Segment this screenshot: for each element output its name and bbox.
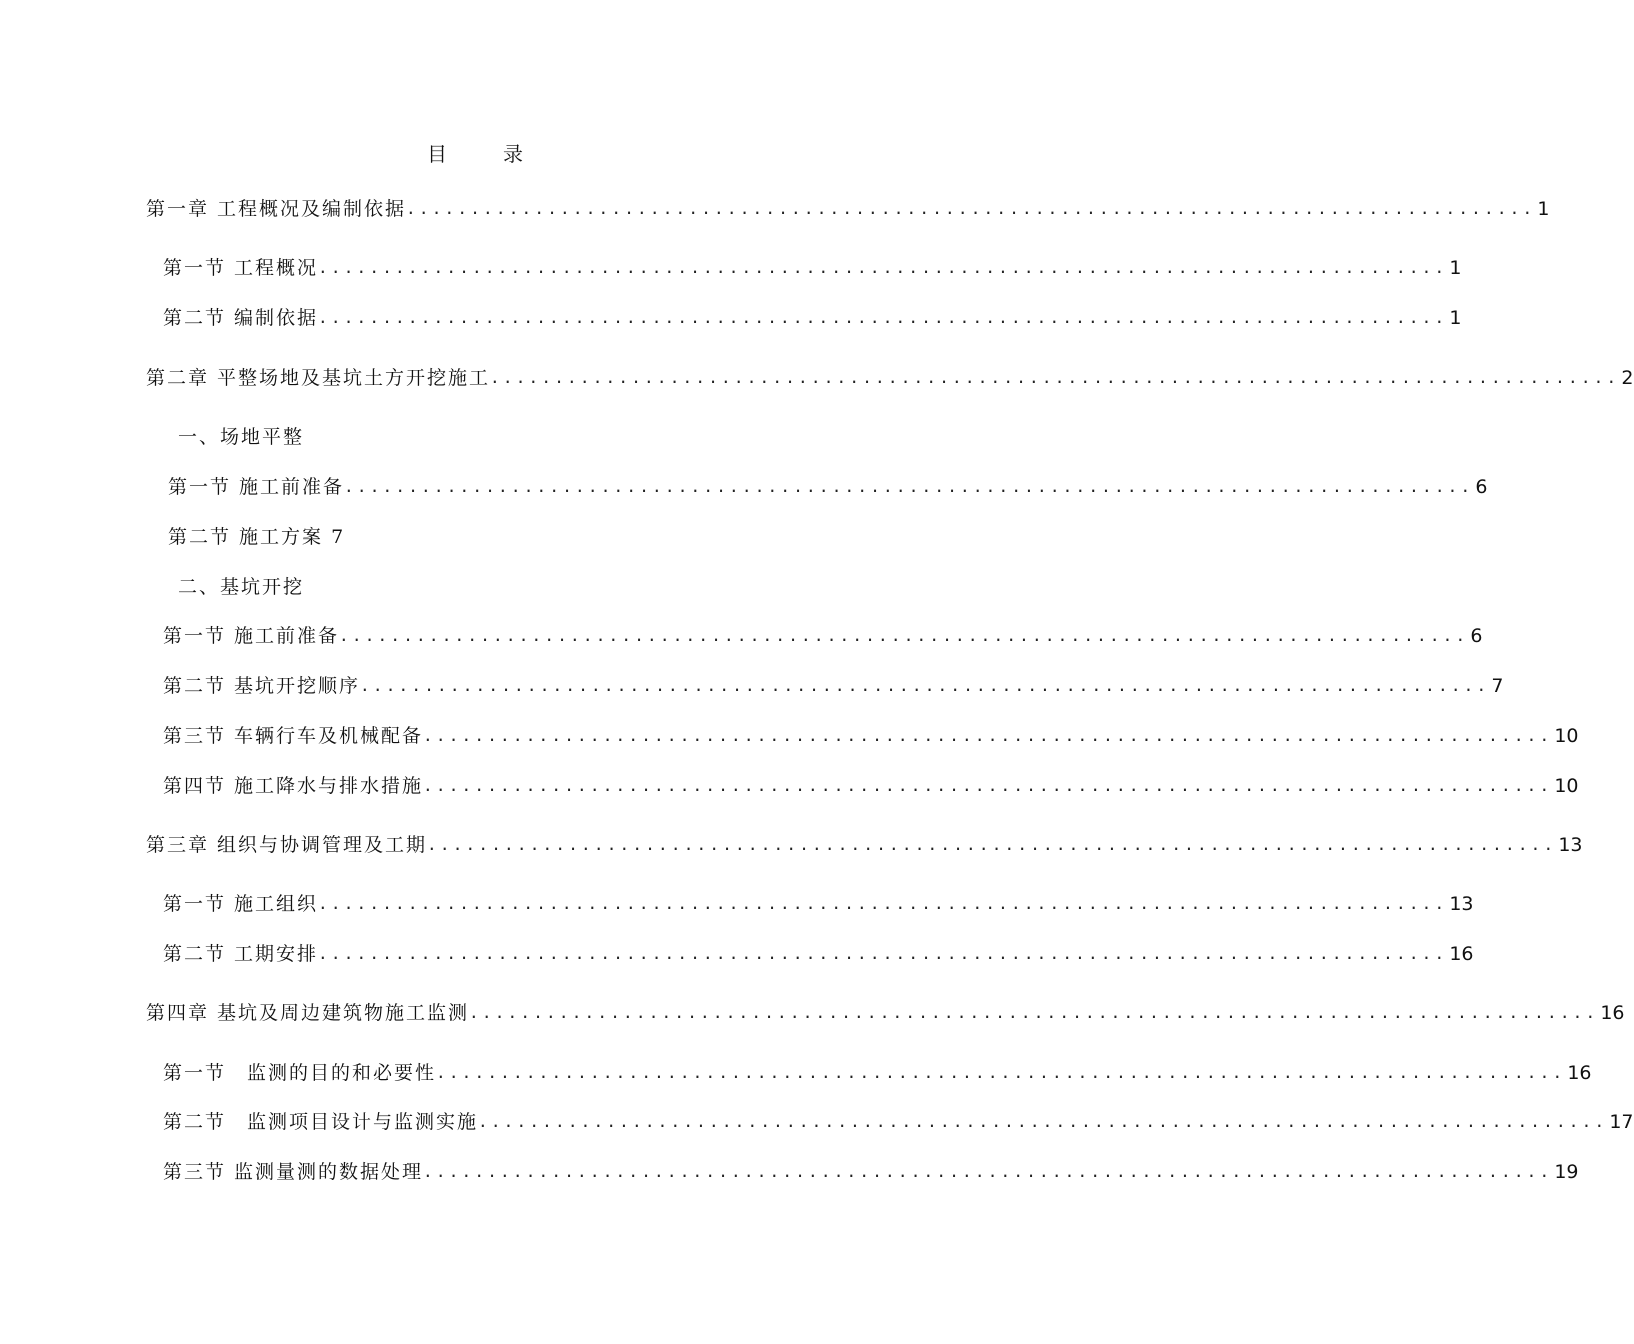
toc-entry-label: 第二章 平整场地及基坑土方开挖施工 xyxy=(146,367,491,389)
toc-entry-label: 第三节 监测量测的数据处理 xyxy=(163,1161,424,1183)
toc-entry-label: 第三章 组织与协调管理及工期 xyxy=(146,834,428,856)
leader-dots: ........................................................................................ xyxy=(427,835,1557,854)
toc-entry-page: 19 xyxy=(1554,1161,1579,1183)
toc-entry-page: 10 xyxy=(1554,725,1579,747)
toc-entry-label: 第四章 基坑及周边建筑物施工监测 xyxy=(146,1002,470,1024)
toc-entry-label: 第二节 基坑开挖顺序 xyxy=(163,675,361,697)
toc-entry-section[interactable] xyxy=(163,771,1579,801)
toc-entry-label: 第四节 施工降水与排水措施 xyxy=(163,775,424,797)
leader-dots: ........................................................................................ xyxy=(423,776,1553,795)
toc-entry-label: 第二节 工期安排 xyxy=(163,943,319,965)
page-title: 目 录 xyxy=(427,142,541,166)
toc-entry-label: 第一节 工程概况 xyxy=(163,257,319,279)
toc-entry-page: 6 xyxy=(1470,625,1483,647)
toc-entry-label: 二、基坑开挖 xyxy=(178,576,305,598)
toc-entry-page: 16 xyxy=(1600,1002,1625,1024)
toc-entry-label: 第一节 施工前准备 xyxy=(163,625,340,647)
leader-dots: ........................................................................................ xyxy=(318,894,1448,913)
toc-entry-label: 一、场地平整 xyxy=(178,426,305,448)
toc-entry-label: 第一节 监测的目的和必要性 xyxy=(163,1062,437,1084)
toc-entry-page: 1 xyxy=(1537,198,1550,220)
toc-entry-section[interactable] xyxy=(168,472,1488,502)
toc-entry-page: 10 xyxy=(1554,775,1579,797)
toc-entry-label: 第二节 施工方案 7 xyxy=(168,526,346,548)
toc-entry-page: 16 xyxy=(1449,943,1474,965)
toc-entry-page: 2 xyxy=(1621,367,1634,389)
leader-dots: ........................................................................................ xyxy=(406,199,1536,218)
leader-dots: ........................................................................................ xyxy=(318,308,1448,327)
toc-entry-section[interactable] xyxy=(163,671,1504,701)
toc-entry-section[interactable] xyxy=(163,721,1579,751)
toc-entry-label: 第二节 监测项目设计与监测实施 xyxy=(163,1111,479,1133)
leader-dots: ........................................................................................ xyxy=(344,477,1474,496)
leader-dots: ........................................................................................ xyxy=(318,944,1448,963)
toc-entry-page: 7 xyxy=(1491,675,1504,697)
toc-entry-label: 第三节 车辆行车及机械配备 xyxy=(163,725,424,747)
toc-entry-section[interactable] xyxy=(163,621,1483,651)
toc-entry-chapter-1[interactable] xyxy=(146,194,1550,224)
toc-entry-page: 16 xyxy=(1567,1062,1592,1084)
toc-entry-label: 第一节 施工组织 xyxy=(163,893,319,915)
leader-dots: ........................................................................................ xyxy=(436,1063,1566,1082)
leader-dots: ........................................................................................ xyxy=(339,626,1469,645)
toc-entry-section[interactable] xyxy=(163,939,1474,969)
leader-dots: ........................................................................................ xyxy=(360,676,1490,695)
toc-entry-label: 第一节 施工前准备 xyxy=(168,476,345,498)
toc-entry-subheading[interactable] xyxy=(178,422,478,452)
toc-entry-section[interactable] xyxy=(163,1157,1579,1187)
toc-entry-section[interactable] xyxy=(163,303,1462,333)
toc-entry-page: 1 xyxy=(1449,257,1462,279)
toc-entry-page: 17 xyxy=(1609,1111,1634,1133)
toc-entry-page: 1 xyxy=(1449,307,1462,329)
toc-entry-subheading[interactable] xyxy=(178,572,478,602)
leader-dots: ........................................................................................ xyxy=(318,258,1448,277)
toc-entry-section[interactable] xyxy=(168,522,568,552)
leader-dots: ........................................................................................ xyxy=(423,726,1553,745)
leader-dots: ........................................................................................ xyxy=(423,1162,1553,1181)
toc-entry-chapter-3[interactable] xyxy=(146,830,1583,860)
toc-entry-chapter-2[interactable] xyxy=(146,363,1634,393)
toc-entry-page: 13 xyxy=(1558,834,1583,856)
leader-dots: ........................................................................................ xyxy=(490,368,1620,387)
toc-entry-section[interactable] xyxy=(163,1058,1592,1088)
leader-dots: ........................................................................................ xyxy=(478,1112,1608,1131)
toc-entry-section[interactable] xyxy=(163,889,1474,919)
toc-entry-label: 第二节 编制依据 xyxy=(163,307,319,329)
toc-entry-chapter-4[interactable] xyxy=(146,998,1625,1028)
toc-entry-page: 6 xyxy=(1475,476,1488,498)
toc-entry-section[interactable] xyxy=(163,253,1462,283)
toc-entry-label: 第一章 工程概况及编制依据 xyxy=(146,198,407,220)
toc-entry-page: 13 xyxy=(1449,893,1474,915)
toc-entry-section[interactable] xyxy=(163,1107,1634,1137)
leader-dots: ........................................................................................ xyxy=(469,1003,1599,1022)
